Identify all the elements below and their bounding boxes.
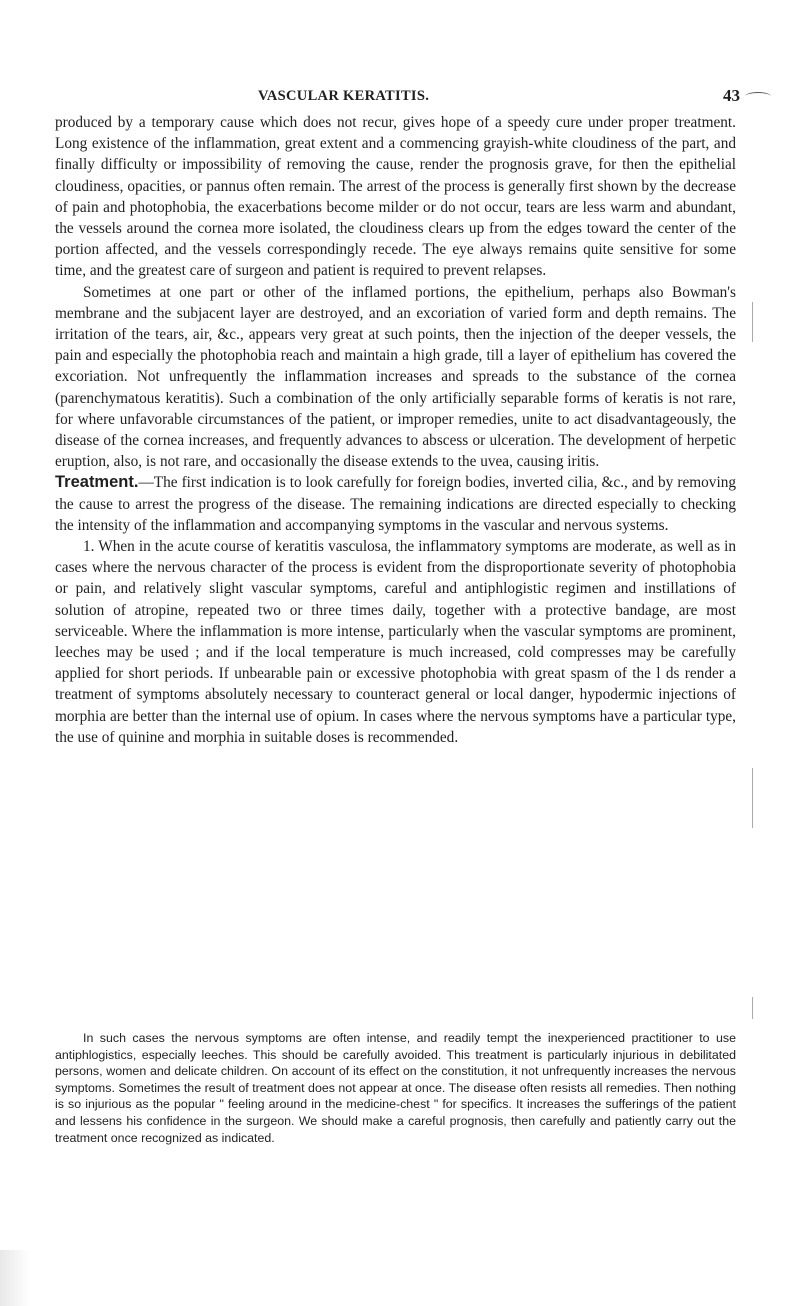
margin-pencil-mark [752, 997, 753, 1019]
paragraph-treatment [55, 472, 736, 536]
treatment-heading: Treatment. [55, 473, 139, 492]
corner-pencil-mark [745, 92, 771, 101]
footnote-text: In such cases the nervous symptoms are often intense, and readily tempt the inexperienced practitioner to use antiphlogistics, especially leeches. This should be carefully avoided. This treatment is particularly injurious in debilitated persons, women and delicate children. On account of its effect on the constitution, it not unfrequently increases the nervous symptoms. Sometimes the result of treatment does not appear at once. The disease often resists all remedies. Then nothing is so injurious as the popular " feeling around in the medicine-chest " for specifics. It increases the sufferings of the patient and lessens his confidence in the surgeon. We should make a careful prognosis, then carefully and patiently carry out the treatment once recognized as indicated. [55, 1031, 736, 1145]
treatment-text: —The first indication is to look carefully for foreign bodies, inverted cilia, &c., and by removing the cause to arrest the progress of the disease. The remaining indications are directed especially to checking the intensity of the inflammation and accompanying symptoms in the vascular and nervous systems. [55, 474, 736, 534]
footnote [55, 1030, 736, 1146]
page-smudge [0, 1250, 30, 1306]
main-text [55, 112, 736, 748]
running-title: VASCULAR KERATITIS. [258, 88, 430, 104]
paragraph-prognosis: produced by a temporary cause which does not recur, gives hope of a speedy cure under proper treatment. Long existence of the inflammation, great extent and a commencing grayish-white cloudiness of the part, and finally difficulty or impossibility of removing the cause, render the prognosis grave, for then the epithelial cloudiness, opacities, or pannus often remain. The arrest of the process is generally first shown by the decrease of pain and photophobia, the exacerbations become milder or do not occur, tears are less warm and abundant, the vessels around the cornea more isolated, the cloudiness clears up from the edges toward the center of the portion affected, and the vessels correspondingly recede. The eye always remains quite sensitive for some time, and the greatest care of surgeon and patient is required to prevent relapses. [55, 114, 736, 280]
page-number: 43 [723, 86, 740, 105]
paragraph-acute-course: 1. When in the acute course of keratitis vasculosa, the inflammatory symptoms are moderate, as well as in cases where the nervous character of the process is evident from the disproportionate severity of photophobia or pain, and relatively slight vascular symptoms, careful and antiphlogistic regimen and instillations of solution of atropine, repeated two or three times daily, together with a protective bandage, are most serviceable. Where the inflammation is more intense, particularly when the vascular symptoms are prominent, leeches may be used ; and if the local temperature is much increased, cold compresses may be carefully applied for short periods. If unbearable pain or excessive photophobia with great spasm of the l ds render a treatment of symptoms absolutely necessary to counteract general or local danger, hypodermic injections of morphia are better than the internal use of opium. In cases where the nervous symptoms have a particular type, the use of quinine and morphia in suitable doses is recommended. [55, 538, 736, 746]
running-header [0, 88, 800, 108]
margin-pencil-mark [752, 768, 753, 828]
paragraph-excoriation: Sometimes at one part or other of the inflamed portions, the epithelium, perhaps also Bowman's membrane and the subjacent layer are destroyed, and an excoriation of varied form and depth remains. The irritation of the tears, air, &c., appears very great at such points, then the injection of the deeper vessels, the pain and especially the photophobia reach and maintain a high grade, till a layer of epithelium has covered the excoriation. Not unfrequently the inflammation increases and spreads to the substance of the cornea (parenchymatous keratitis). Such a combination of the only artificially separable forms of keratis is not rare, for where unfavorable circumstances of the patient, or improper remedies, unite to act disadvantageously, the disease of the cornea increases, and frequently advances to abscess or ulceration. The development of herpetic eruption, also, is not rare, and occasionally the disease extends to the uvea, causing iritis. [55, 283, 736, 471]
margin-pencil-mark [752, 302, 753, 342]
